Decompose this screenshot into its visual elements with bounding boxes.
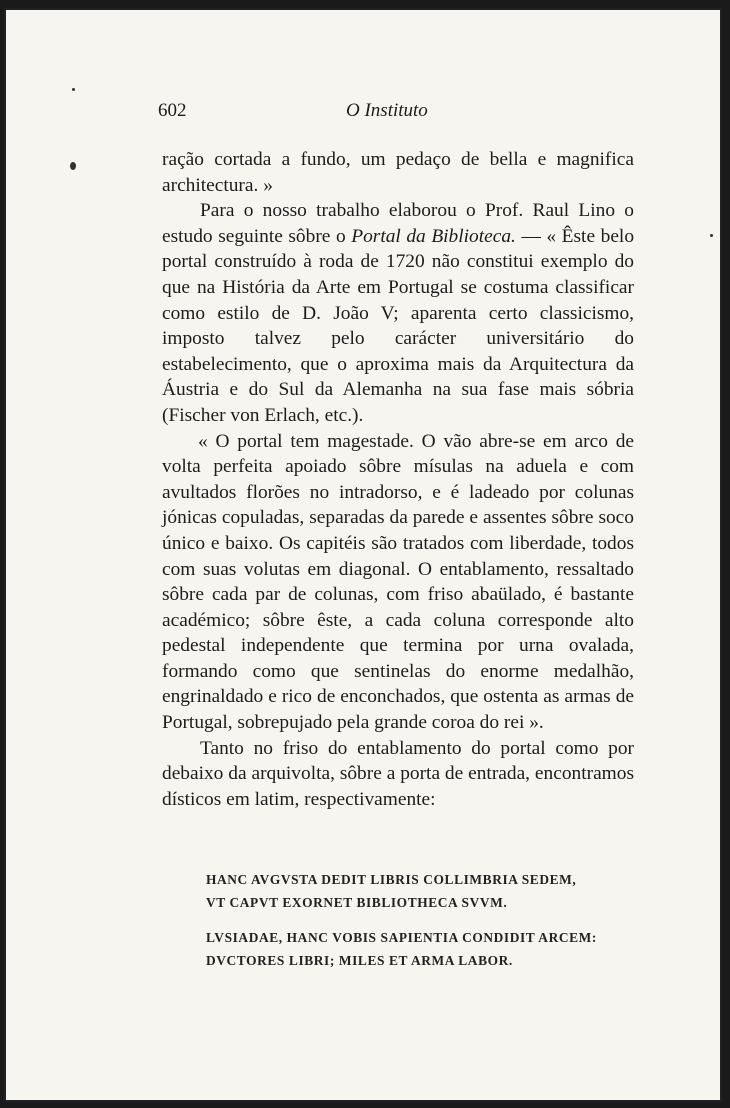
page-number: 602 — [158, 100, 187, 121]
page-header — [158, 96, 618, 126]
italic-title: Portal da Biblioteca. — [351, 225, 516, 247]
book-page — [4, 8, 722, 1102]
latin-inscriptions — [206, 868, 606, 972]
paragraph-text: — « Êste belo portal construído à roda de 1720 não constitui exemplo do que na História da Arte em Portugal se costuma classificar como estilo de D. João V; aparenta certo classicismo, imposto talvez pelo carácter universitário do estabelecimento, que o aproxima mais da Arquitectura da Áustria e do Sul da Alemanha na sua fase mais sóbria (Fischer von Erlach, etc.). — [162, 225, 635, 426]
paragraph-text: Para o nosso trabalho elaborou o Prof. Raul Lino o estudo seguinte sôbre o — [162, 200, 634, 247]
ink-speck — [70, 162, 76, 170]
paragraph: « O portal tem magestade. O vão abre-se em arco de volta perfeita apoiado sôbre mísulas na aduela e com avultados florões no intradorso, e é ladeado por colunas jónicas copuladas, separadas da parede e assentes sôbre soco único e baixo. Os capitéis são tratados com liberdade, todos com suas volutas em diagonal. O entablamento, ressaltado sôbre cada par de colunas, com friso abaülado, é bastante académico; sôbre êste, a cada coluna corresponde alto pedestal independente que termina por urna ovalada, formando como que sentinelas do enorme medalhão, engrinaldado e rico de enconchados, que ostenta as armas de Portugal, sobrepujado pela grande coroa do rei ». — [162, 430, 634, 734]
inscription-line: DVCTORES LIBRI; MILES ET ARMA LABOR. — [206, 953, 513, 968]
inscription-line: HANC AVGVSTA DEDIT LIBRIS COLLIMBRIA SEDEM, — [206, 872, 577, 887]
body-text — [162, 147, 634, 812]
paragraph: Tanto no friso do entablamento do portal como por debaixo da arquivolta, sôbre a porta de entrada, encontramos dísticos em latim, respectivamente: — [162, 737, 634, 810]
inscription-line: LVSIADAE, HANC VOBIS SAPIENTIA CONDIDIT ARCEM: — [206, 930, 597, 945]
running-title: O Instituto — [346, 100, 428, 121]
paragraph: ração cortada a fundo, um pedaço de bella e magnifica architectura. » — [162, 149, 634, 196]
ink-speck — [72, 88, 75, 91]
inscription-line: VT CAPVT EXORNET BIBLIOTHECA SVVM. — [206, 895, 508, 910]
ink-speck — [710, 234, 713, 237]
paragraph — [162, 198, 634, 428]
